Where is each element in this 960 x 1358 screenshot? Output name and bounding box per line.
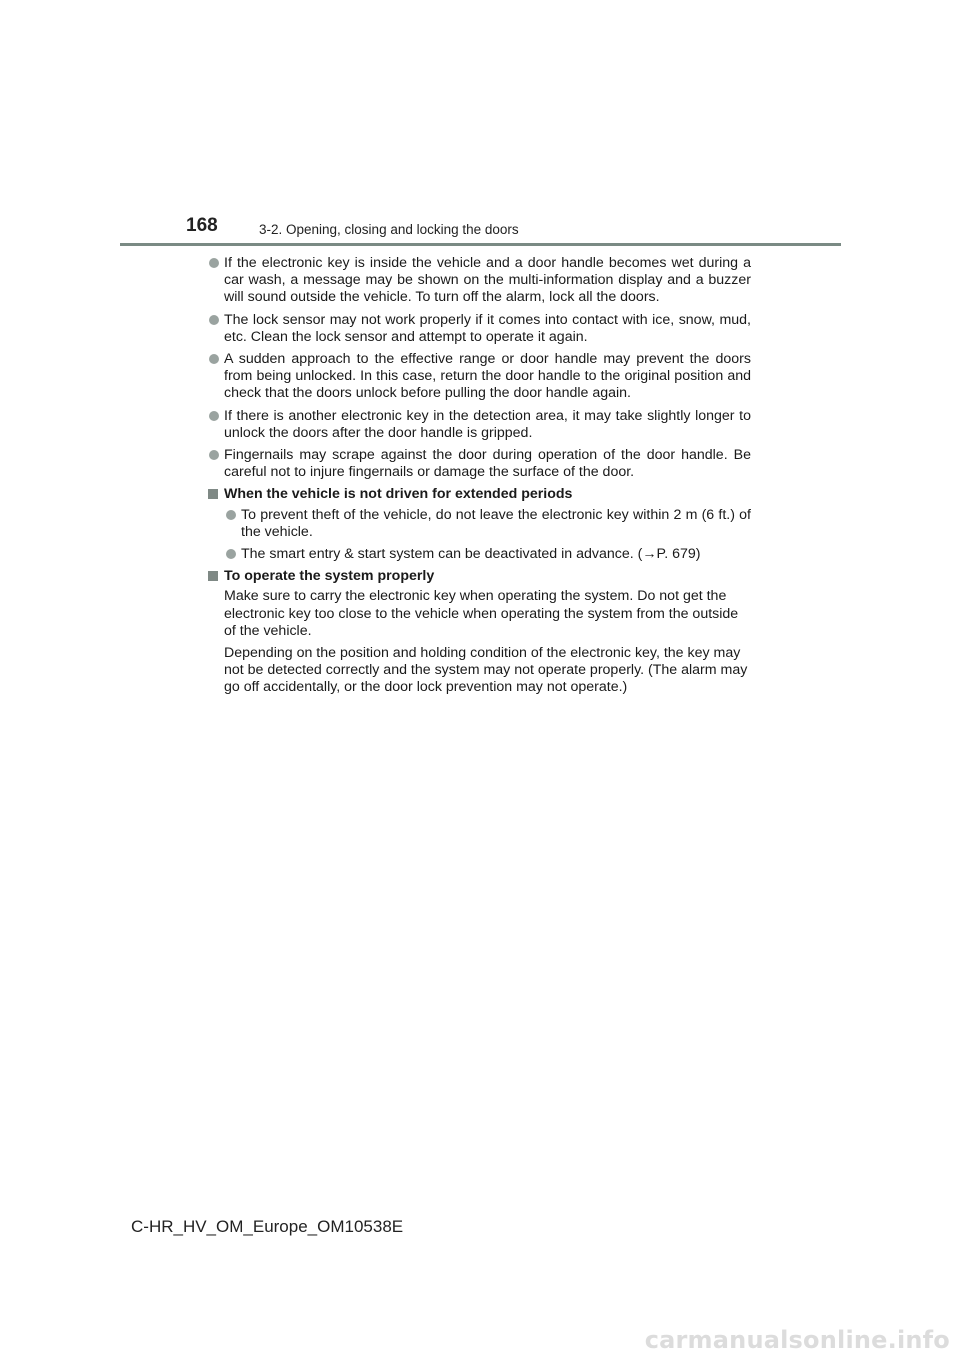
list-item: If there is another electronic key in the detection area, it may take slightly longer to unlock the doors after the door handle is gripped.	[207, 408, 751, 442]
bullet-icon	[209, 258, 219, 268]
bullet-icon	[226, 510, 236, 520]
bullet-icon	[209, 450, 219, 460]
section-heading-extended: When the vehicle is not driven for extended periods	[207, 486, 751, 503]
list-item: If the electronic key is inside the vehicle and a door handle becomes wet during a car wash, a message may be shown on the multi-information display and a buzzer will sound outside the vehicle. To turn off the alarm, lock all the doors.	[207, 255, 751, 307]
list-item: To prevent theft of the vehicle, do not leave the electronic key within 2 m (6 ft.) of the vehicle.	[207, 507, 751, 541]
square-bullet-icon	[208, 489, 218, 499]
list-item: The lock sensor may not work properly if it comes into contact with ice, snow, mud, etc. Clean the lock sensor and attempt to operate it again.	[207, 312, 751, 346]
list-item: A sudden approach to the effective range or door handle may prevent the doors from being unlocked. In this case, return the door handle to the original position and check that the doors unlock before pulling the door handle again.	[207, 351, 751, 403]
square-bullet-icon	[208, 571, 218, 581]
page-number: 168	[186, 215, 218, 236]
bullet-icon	[226, 549, 236, 559]
header-rule	[120, 243, 841, 246]
section-heading-operate: To operate the system properly	[207, 568, 751, 585]
footer-doc-code: C-HR_HV_OM_Europe_OM10538E	[131, 1217, 404, 1236]
paragraph: Make sure to carry the electronic key when operating the system. Do not get the electronic key too close to the vehicle when operating the system from the outside of the vehicle.	[224, 588, 739, 639]
bullet-icon	[209, 411, 219, 421]
main-content	[207, 255, 751, 702]
list-item: The smart entry & start system can be deactivated in advance. (→P. 679)	[207, 546, 751, 563]
paragraph: Depending on the position and holding condition of the electronic key, the key may not be detected correctly and the system may not operate properly. (The alarm may go off accidentally, or the door lock prevention may not operate.)	[224, 645, 748, 696]
list-item: Fingernails may scrape against the door during operation of the door handle. Be careful not to injure fingernails or damage the surface of the door.	[207, 447, 751, 481]
bullet-icon	[209, 354, 219, 364]
bullet-icon	[209, 315, 219, 325]
section-title: 3-2. Opening, closing and locking the doors	[259, 222, 519, 237]
watermark: carmanualsonline.info	[644, 1326, 950, 1354]
